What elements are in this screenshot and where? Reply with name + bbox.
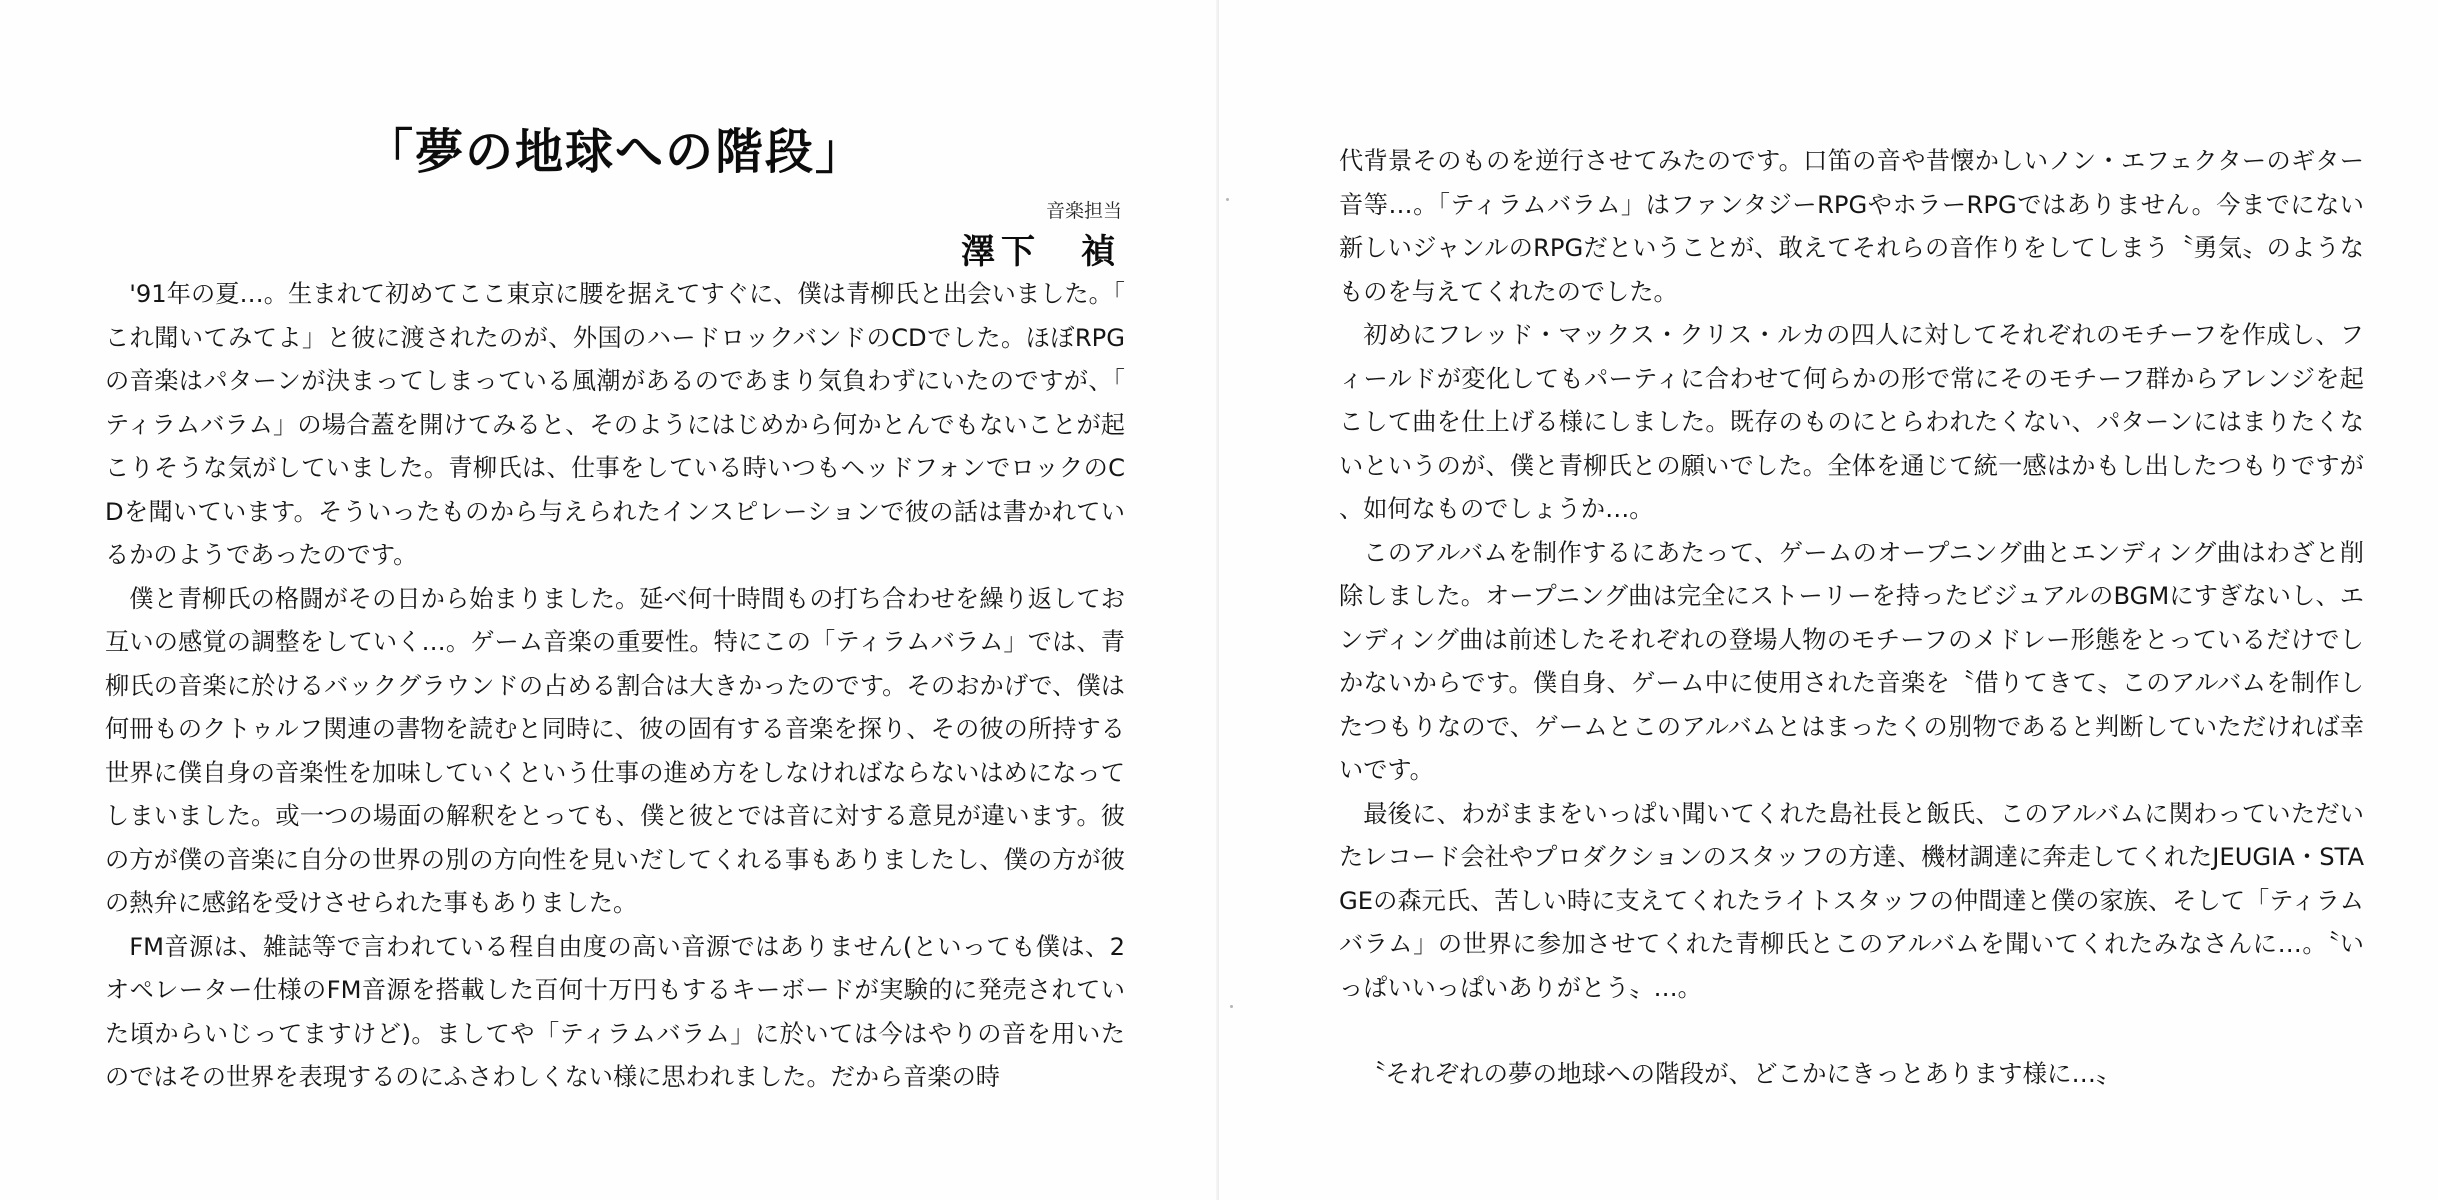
- paper-speck: [1230, 1005, 1233, 1008]
- left-column-text: [105, 273, 1125, 1100]
- right-column-text: [1339, 140, 2364, 1010]
- paragraph: 初めにフレッド・マックス・クリス・ルカの四人に対してそれぞれのモチーフを作成し、フィールドが変化してもパーティに合わせて何らかの形で常にそのモチーフ群からアレンジを起こして曲を仕上げる様にしました。既存のものにとらわれたくない、パターンにはまりたくないというのが、僕と青柳氏との願いでした。全体を通じて統一感はかもし出したつもりですが、如何なものでしょうか…。: [1339, 321, 2364, 523]
- paper-speck: [1226, 198, 1229, 201]
- paragraph: 最後に、わがままをいっぱい聞いてくれた島社長と飯氏、このアルバムに関わっていただいたレコード会社やプロダクションのスタッフの方達、機材調達に奔走してくれたJEUGIA・STAGEの森元氏、苦しい時に支えてくれたライトスタッフの仲間達と僕の家族、そして「ティラムバラム」の世界に参加させてくれた青柳氏とこのアルバムを聞いてくれたみなさんに…。〝いっぱいいっぱいありがとう〟…。: [1339, 799, 2364, 1002]
- paragraph: このアルバムを制作するにあたって、ゲームのオープニング曲とエンディング曲はわざと削除しました。オープニング曲は完全にストーリーを持ったビジュアルのBGMにすぎないし、エンディング曲は前述したそれぞれの登場人物のモチーフのメドレー形態をとっているだけでしかないからです。僕自身、ゲーム中に使用された音楽を〝借りてきて〟このアルバムを制作したつもりなので、ゲームとこのアルバムとはまったくの別物であると判断していただければ幸いです。: [1339, 538, 2364, 784]
- page-title: 「夢の地球への階段」: [365, 124, 866, 180]
- paragraph: 代背景そのものを逆行させてみたのです。口笛の音や昔懐かしいノン・エフェクターのギター音等…。「ティラムバラム」はファンタジーRPGやホラーRPGではありません。今までにない新しいジャンルのRPGだということが、敢えてそれらの音作りをしてしまう〝勇気〟のようなものを与えてくれたのでした。: [1339, 147, 2364, 306]
- author-name: 澤下 禎: [961, 232, 1121, 272]
- closing-line: 〝それぞれの夢の地球への階段が、どこかにきっとあります様に…〟: [1361, 1059, 2121, 1088]
- paragraph: '91年の夏…。生まれて初めてここ東京に腰を据えてすぐに、僕は青柳氏と出会いました。「これ聞いてみてよ」と彼に渡されたのが、外国のハードロックバンドのCDでした。ほぼRPGの音楽はパターンが決まってしまっている風潮があるのであまり気負わずにいたのですが、「ティラムバラム」の場合蓋を開けてみると、そのようにはじめから何かとんでもないことが起こりそうな気がしていました。青柳氏は、仕事をしている時いつもヘッドフォンでロックのCDを聞いています。そういったものから与えられたインスピレーションで彼の話は書かれているかのようであったのです。: [105, 280, 1125, 569]
- author-role: 音楽担当: [1045, 200, 1122, 222]
- paragraph: FM音源は、雑誌等で言われている程自由度の高い音源ではありません(といっても僕は、2オペレーター仕様のFM音源を搭載した百何十万円もするキーボードが実験的に発売されていた頃からいじってますけど)。ましてや「ティラムバラム」に於いては今はやりの音を用いたのではその世界を表現するのにふさわしくない様に思われました。だから音楽の時: [105, 932, 1125, 1091]
- right-page: [1219, 0, 2438, 1200]
- paragraph: 僕と青柳氏の格闘がその日から始まりました。延べ何十時間もの打ち合わせを繰り返してお互いの感覚の調整をしていく…。ゲーム音楽の重要性。特にこの「ティラムバラム」では、青柳氏の音楽に於けるバックグラウンドの占める割合は大きかったのです。そのおかげで、僕は何冊ものクトゥルフ関連の書物を読むと同時に、彼の固有する音楽を探り、その彼の所持する世界に僕自身の音楽性を加味していくという仕事の進め方をしなければならないはめになってしまいました。或一つの場面の解釈をとっても、僕と彼とでは音に対する意見が違います。彼の方が僕の音楽に自分の世界の別の方向性を見いだしてくれる事もありましたし、僕の方が彼の熱弁に感銘を受けさせられた事もありました。: [105, 584, 1125, 917]
